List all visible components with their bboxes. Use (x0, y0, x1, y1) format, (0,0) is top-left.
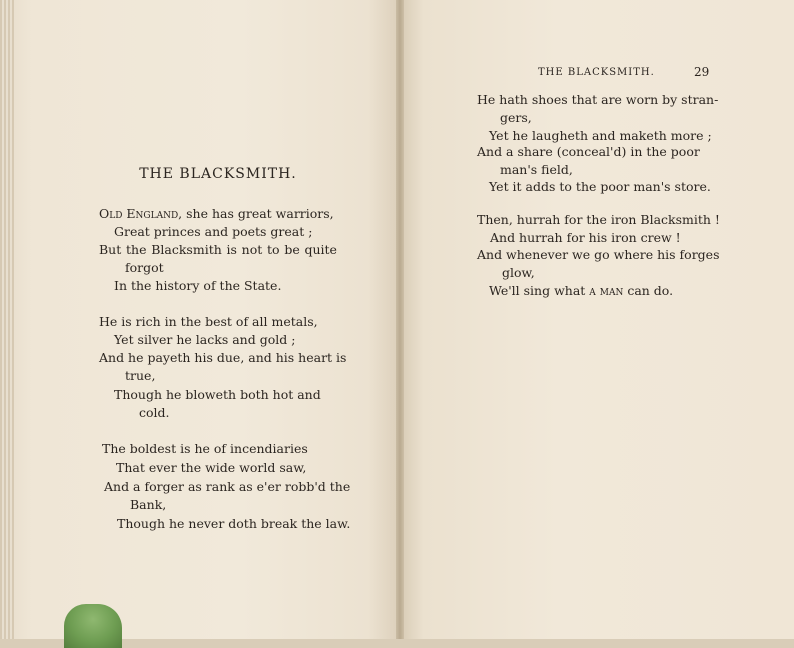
verse-line: Great princes and poets great ; (114, 224, 313, 239)
verse-line: true, (125, 368, 156, 383)
verse-line: gers, (500, 110, 532, 125)
verse-word: the (126, 242, 147, 257)
verse-line: And he payeth his due, and his heart is (99, 350, 347, 365)
verse-text: We'll sing what (489, 283, 590, 298)
verse-line: He is rich in the best of all metals, (99, 314, 318, 329)
verse-text: can do. (623, 283, 674, 298)
verse-word: not (241, 242, 263, 257)
verse-line: Yet he laugheth and maketh more ; (489, 128, 712, 143)
verse-line: He hath shoes that are worn by stran- (477, 92, 719, 107)
verse-smallcaps: a man (589, 283, 624, 298)
verse-line: glow, (502, 265, 535, 280)
verse-line: That ever the wide world saw, (116, 460, 307, 475)
verse-line (489, 282, 673, 300)
verse-line (99, 241, 337, 259)
verse-word: Blacksmith (151, 242, 222, 257)
verse-line: man's field, (500, 162, 573, 177)
page-edges (0, 0, 14, 639)
verse-line: Then, hurrah for the iron Blacksmith ! (477, 212, 720, 227)
verse-line: And whenever we go where his forges (477, 247, 720, 262)
verse-line: Yet silver he lacks and gold ; (114, 332, 296, 347)
verse-line: forgot (125, 260, 164, 275)
verse-line: The boldest is he of incendiaries (102, 441, 308, 456)
verse-line: And a share (conceal'd) in the poor (477, 144, 700, 159)
verse-line: Though he bloweth both hot and (114, 387, 321, 402)
verse-smallcaps: Old England (99, 206, 179, 221)
running-head: THE BLACKSMITH. (538, 67, 655, 78)
verse-line (99, 205, 334, 223)
verse-line: Though he never doth break the law. (117, 516, 351, 531)
verse-line: Bank, (130, 497, 167, 512)
page-number: 29 (694, 65, 710, 79)
verse-word: be (284, 242, 300, 257)
verse-line: cold. (139, 405, 170, 420)
verse-word: to (267, 242, 280, 257)
verse-line: In the history of the State. (114, 278, 282, 293)
book-gutter (396, 0, 404, 639)
verse-line: And a forger as rank as e'er robb'd the (104, 479, 351, 494)
verse-word: But (99, 242, 122, 257)
verse-line: And hurrah for his iron crew ! (490, 230, 681, 245)
verse-text: , she has great warriors, (178, 206, 334, 221)
verse-line: Yet it adds to the poor man's store. (489, 179, 711, 194)
green-thumb-object (64, 604, 122, 648)
verse-word: quite (304, 242, 337, 257)
verse-word: is (226, 242, 237, 257)
poem-title: THE BLACKSMITH. (139, 166, 297, 182)
